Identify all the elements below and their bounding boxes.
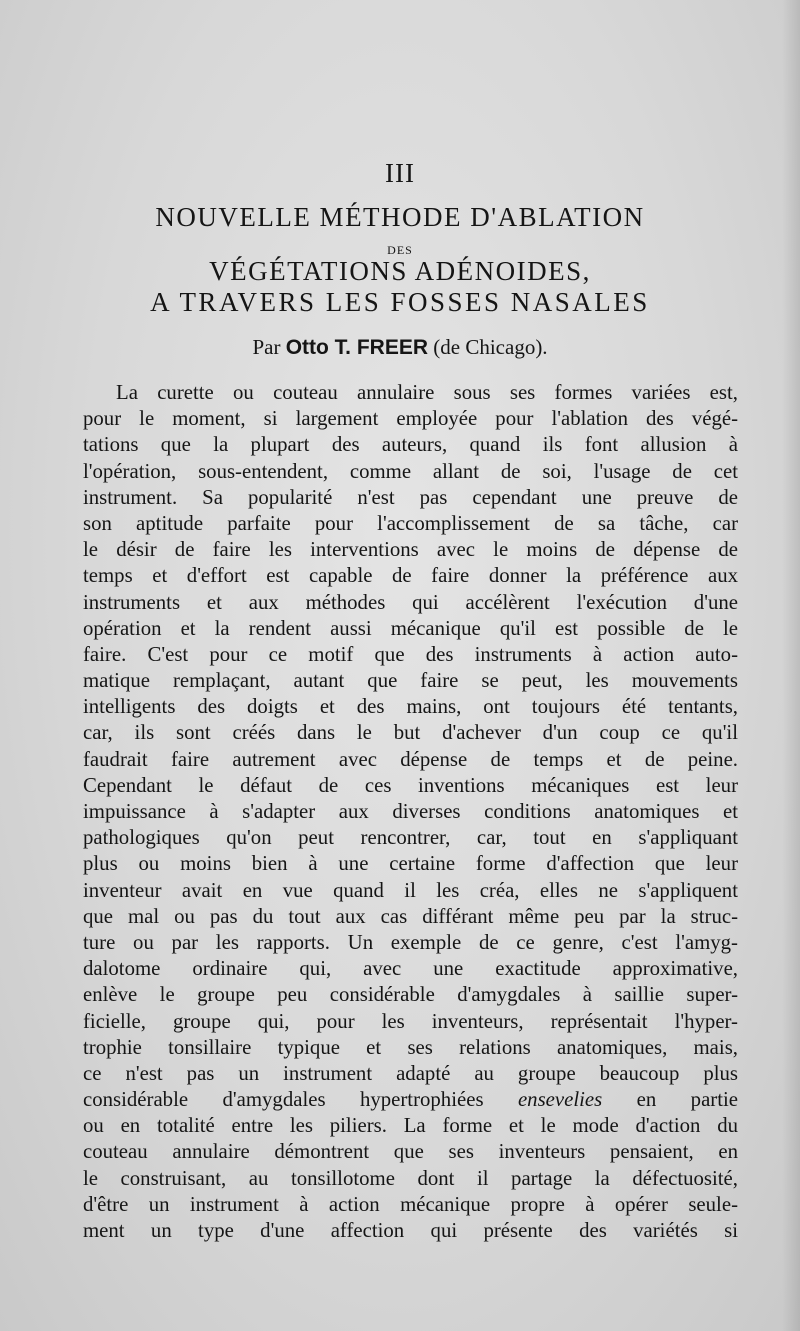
text-line: faire. C'est pour ce motif que des instruments à action auto- — [83, 642, 738, 666]
text-line: couteau annulaire démontrent que ses inventeurs pensaient, en — [83, 1140, 738, 1164]
text-segment: considérable d'amygdales hypertrophiées — [83, 1088, 484, 1112]
text-line: dalotome ordinaire qui, avec une exactitude approximative, — [83, 957, 738, 981]
text-line: trophie tonsillaire typique et ses relations anatomiques, mais, — [83, 1035, 738, 1059]
text-line: ou en totalité entre les piliers. La forme et le mode d'action du — [83, 1114, 738, 1138]
text-line: d'être un instrument à action mécanique propre à opérer seule- — [83, 1192, 738, 1216]
text-line: son aptitude parfaite pour l'accomplissement de sa tâche, car — [83, 511, 738, 535]
text-line: plus ou moins bien à une certaine forme d'affection que leur — [83, 852, 738, 876]
title-line-1: NOUVELLE MÉTHODE D'ABLATION — [155, 202, 645, 232]
author-byline — [0, 335, 800, 360]
text-line: Cependant le défaut de ces inventions mécaniques est leur — [83, 773, 738, 797]
text-line-with-italic — [83, 1087, 738, 1113]
italic-word: ensevelies — [517, 1088, 603, 1112]
text-line: ture ou par les rapports. Un exemple de ce genre, c'est l'amyg- — [83, 930, 738, 954]
text-line: enlève le groupe peu considérable d'amygdales à saillie super- — [83, 983, 738, 1007]
author-prefix: Par — [252, 335, 281, 359]
text-line: impuissance à s'adapter aux diverses conditions anatomiques et — [83, 800, 738, 823]
text-line: La curette ou couteau annulaire sous ses formes variées est, — [116, 381, 738, 404]
text-line: le désir de faire les interventions avec le moins de dépense de — [83, 538, 738, 562]
text-line: pour le moment, si largement employée pour l'ablation des végé- — [83, 407, 738, 431]
title-connector: DES — [387, 243, 413, 257]
text-line: l'opération, sous-entendent, comme allant de soi, l'usage de cet — [83, 459, 738, 483]
body-text — [83, 380, 738, 1244]
text-line: instrument. Sa popularité n'est pas cependant une preuve de — [83, 485, 738, 509]
page-edge-shadow — [782, 0, 800, 1331]
title-line-2: VÉGÉTATIONS ADÉNOIDES, — [209, 256, 591, 286]
text-line: ment un type d'une affection qui présente des variétés si — [83, 1219, 738, 1242]
text-line: pathologiques qu'on peut rencontrer, car, tout en s'appliquant — [83, 826, 738, 850]
text-line: intelligents des doigts et des mains, ont toujours été tentants, — [83, 695, 738, 719]
author-affiliation: (de Chicago). — [433, 335, 548, 359]
text-line: le construisant, au tonsillotome dont il partage la défectuosité, — [83, 1166, 738, 1190]
author-name: Otto T. FREER — [285, 336, 429, 359]
text-line: car, ils sont créés dans le but d'achever d'un coup ce qu'il — [83, 721, 738, 745]
text-line: tations que la plupart des auteurs, quand ils font allusion à — [83, 433, 738, 457]
text-segment: en partie — [636, 1088, 739, 1112]
text-line: inventeur avait en vue quand il les créa, elles ne s'appliquent — [83, 878, 738, 902]
text-line: ce n'est pas un instrument adapté au groupe beaucoup plus — [83, 1061, 738, 1085]
text-line: temps et d'effort est capable de faire donner la préférence aux — [83, 564, 738, 588]
text-line: ficielle, groupe qui, pour les inventeurs, représentait l'hyper- — [83, 1009, 738, 1033]
chapter-number: III — [385, 158, 415, 188]
text-line: opération et la rendent aussi mécanique qu'il est possible de le — [83, 616, 738, 640]
title-line-3: A TRAVERS LES FOSSES NASALES — [150, 287, 650, 317]
text-line: que mal ou pas du tout aux cas différant même peu par la struc- — [83, 904, 738, 928]
text-line: matique remplaçant, autant que faire se peut, les mouvements — [83, 669, 738, 693]
text-line: instruments et aux méthodes qui accélèrent l'exécution d'une — [83, 590, 738, 614]
text-line: faudrait faire autrement avec dépense de temps et de peine. — [83, 747, 738, 771]
